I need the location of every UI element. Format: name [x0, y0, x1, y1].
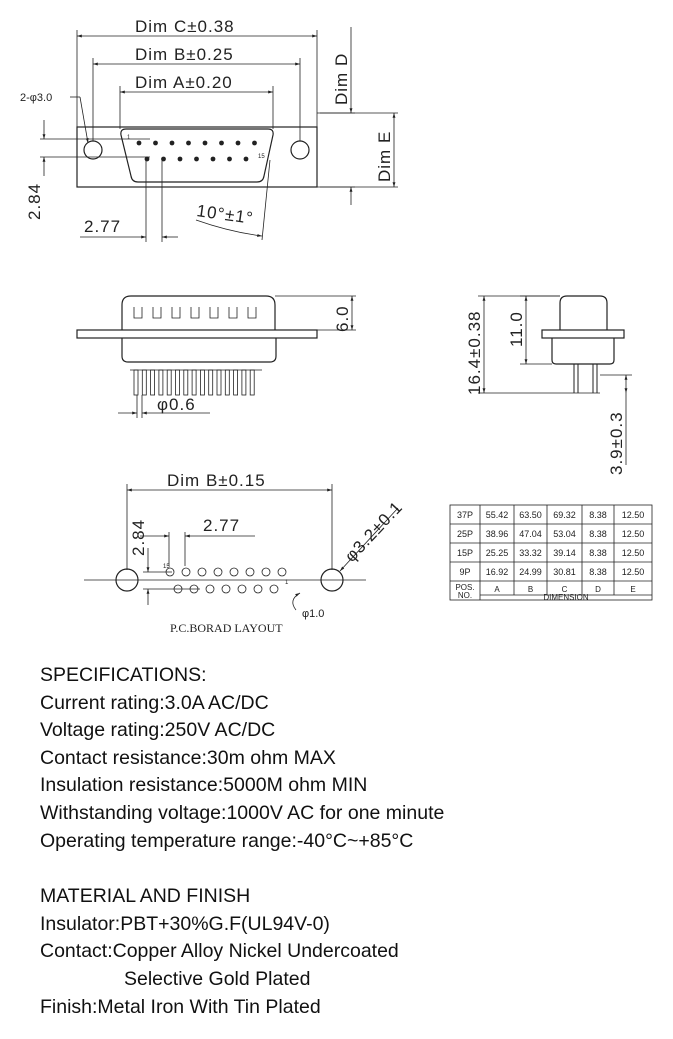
table-header-col: B	[527, 585, 534, 594]
side-pin	[184, 370, 188, 395]
table-value-cell: 12.50	[621, 567, 645, 577]
spec-line: Insulation resistance:5000M ohm MIN	[40, 774, 368, 797]
table-header-col: A	[494, 585, 500, 594]
side-slot	[172, 307, 180, 318]
side-pin	[200, 370, 204, 395]
front-pin-first-label: 1	[127, 135, 131, 141]
side-slot	[210, 307, 218, 318]
left-mount-hole	[84, 141, 102, 159]
end-view	[465, 296, 632, 475]
table-value-cell: 8.38	[589, 510, 607, 520]
table-value-cell: 12.50	[621, 548, 645, 558]
front-pin	[178, 157, 183, 162]
hole-note-label: 2-φ3.0	[20, 92, 53, 104]
pcb-dim-284-label: 2.84	[129, 518, 148, 556]
pcb-caption: P.C.BORAD LAYOUT	[170, 621, 283, 635]
pcb-hole	[230, 568, 238, 576]
table-header-col: C	[561, 585, 568, 594]
pcb-dim-b-label: Dim B±0.15	[167, 471, 266, 490]
pcb-hole	[182, 568, 190, 576]
side-slot	[248, 307, 256, 318]
material-title: MATERIAL AND FINISH	[40, 885, 251, 908]
table-value-cell: 8.38	[589, 567, 607, 577]
dim-c-label: Dim C±0.38	[135, 17, 235, 36]
dimension-table	[450, 505, 652, 602]
front-pin	[153, 141, 158, 146]
side-slot	[134, 307, 142, 318]
table-pos-cell: 9P	[459, 567, 471, 577]
front-pin	[203, 141, 208, 146]
table-value-cell: 47.04	[519, 529, 542, 539]
pcb-hole	[254, 585, 262, 593]
pcb-pin-first-label: 15	[163, 564, 170, 570]
table-header-pos: POS.	[455, 583, 475, 592]
side-pin	[250, 370, 254, 395]
dim-b-label: Dim B±0.25	[135, 45, 234, 64]
pcb-hole	[238, 585, 246, 593]
side-pin	[209, 370, 213, 395]
side-pin	[225, 370, 229, 395]
side-pin	[234, 370, 238, 395]
pcb-dim-277-label: 2.77	[203, 516, 241, 535]
front-dim-284-label: 2.84	[25, 182, 44, 220]
front-pin	[244, 157, 249, 162]
end-total-height-label: 16.4±0.38	[465, 310, 484, 395]
right-mount-hole	[291, 141, 309, 159]
front-pin	[252, 141, 257, 146]
pcb-hole	[206, 585, 214, 593]
side-pin	[134, 370, 138, 395]
pcb-hole	[214, 568, 222, 576]
dim-a-label: Dim A±0.20	[135, 73, 233, 92]
side-flange	[77, 330, 317, 338]
front-pin	[211, 157, 216, 162]
d-shell	[121, 129, 273, 182]
pcb-layout-view	[84, 471, 407, 635]
table-value-cell: 38.96	[485, 529, 509, 539]
spec-line: Contact resistance:30m ohm MAX	[40, 746, 336, 769]
side-height-label: 6.0	[333, 305, 352, 332]
pcb-hole	[270, 585, 278, 593]
pcb-hole	[278, 568, 286, 576]
material-finish: Finish:Metal Iron With Tin Plated	[40, 995, 321, 1018]
table-value-cell: 30.81	[553, 567, 576, 577]
specifications-title: SPECIFICATIONS:	[40, 664, 207, 686]
table-value-cell: 63.50	[519, 510, 542, 520]
front-pin-last-label: 15	[258, 154, 265, 160]
table-value-cell: 53.04	[553, 529, 576, 539]
side-slot-group	[134, 307, 256, 318]
front-pin-group	[137, 141, 257, 162]
specs-block	[40, 662, 660, 1021]
table-value-cell: 25.25	[485, 548, 509, 558]
table-value-cell: 8.38	[589, 529, 607, 539]
table-value-cell: 24.99	[519, 567, 542, 577]
side-pin	[176, 370, 180, 395]
pin-dia-label: φ0.6	[157, 395, 196, 414]
side-pin-group	[130, 370, 262, 395]
table-value-cell: 12.50	[621, 529, 645, 539]
front-pin	[170, 141, 175, 146]
side-slot	[153, 307, 161, 318]
pcb-mount-hole-label: φ3.2±0.1	[341, 497, 407, 566]
pcb-pin-last-label: 1	[285, 580, 289, 586]
front-dim-277-label: 2.77	[84, 217, 122, 236]
material-insulator: Insulator:PBT+30%G.F(UL94V-0)	[40, 912, 330, 935]
table-value-cell: 55.42	[485, 510, 509, 520]
dim-e-label: Dim E	[375, 130, 394, 182]
front-view	[20, 17, 398, 242]
front-pin	[194, 157, 199, 162]
pcb-pin-hole-label: φ1.0	[302, 608, 325, 620]
side-pin	[242, 370, 246, 395]
side-pin	[167, 370, 171, 395]
table-value-cell: 39.14	[553, 548, 576, 558]
table-value-cell: 12.50	[621, 510, 645, 520]
end-body-height-label: 11.0	[507, 311, 526, 347]
side-pin	[159, 370, 163, 395]
material-contact-cont: Selective Gold Plated	[124, 967, 311, 990]
pcb-hole	[262, 568, 270, 576]
front-pin	[236, 141, 241, 146]
side-pin	[142, 370, 146, 395]
side-view	[77, 296, 356, 418]
pcb-hole	[198, 568, 206, 576]
front-pin	[137, 141, 142, 146]
material-contact: Contact:Copper Alloy Nickel Undercoated	[40, 940, 399, 963]
table-value-cell: 8.38	[589, 548, 607, 558]
pcb-hole	[246, 568, 254, 576]
spec-line: Operating temperature range:-40°C~+85°C	[40, 829, 414, 852]
dim-d-label: Dim D	[332, 52, 351, 105]
table-value-cell: 33.32	[519, 548, 542, 558]
pcb-hole	[222, 585, 230, 593]
table-value-cell: 16.92	[485, 567, 509, 577]
side-slot	[229, 307, 237, 318]
end-pin-length-label: 3.9±0.3	[607, 411, 626, 475]
side-pin	[217, 370, 221, 395]
table-pos-cell: 25P	[456, 529, 474, 539]
side-pin	[151, 370, 155, 395]
angle-label: 10°±1°	[195, 201, 255, 228]
front-pin	[227, 157, 232, 162]
table-header-col: E	[630, 585, 636, 594]
spec-line: Current rating:3.0A AC/DC	[40, 691, 269, 714]
side-pin	[192, 370, 196, 395]
spec-line: Withstanding voltage:1000V AC for one minute	[40, 801, 445, 824]
table-pos-cell: 37P	[456, 510, 474, 520]
table-header-col: D	[595, 585, 601, 594]
table-header-no: NO.	[457, 591, 473, 600]
side-slot	[191, 307, 199, 318]
front-pin	[219, 141, 224, 146]
table-pos-cell: 15P	[456, 548, 474, 558]
front-pin	[186, 141, 191, 146]
table-value-cell: 69.32	[553, 510, 576, 520]
table-header-dimension: DIMENSION	[543, 593, 589, 602]
spec-line: Voltage rating:250V AC/DC	[40, 719, 276, 742]
